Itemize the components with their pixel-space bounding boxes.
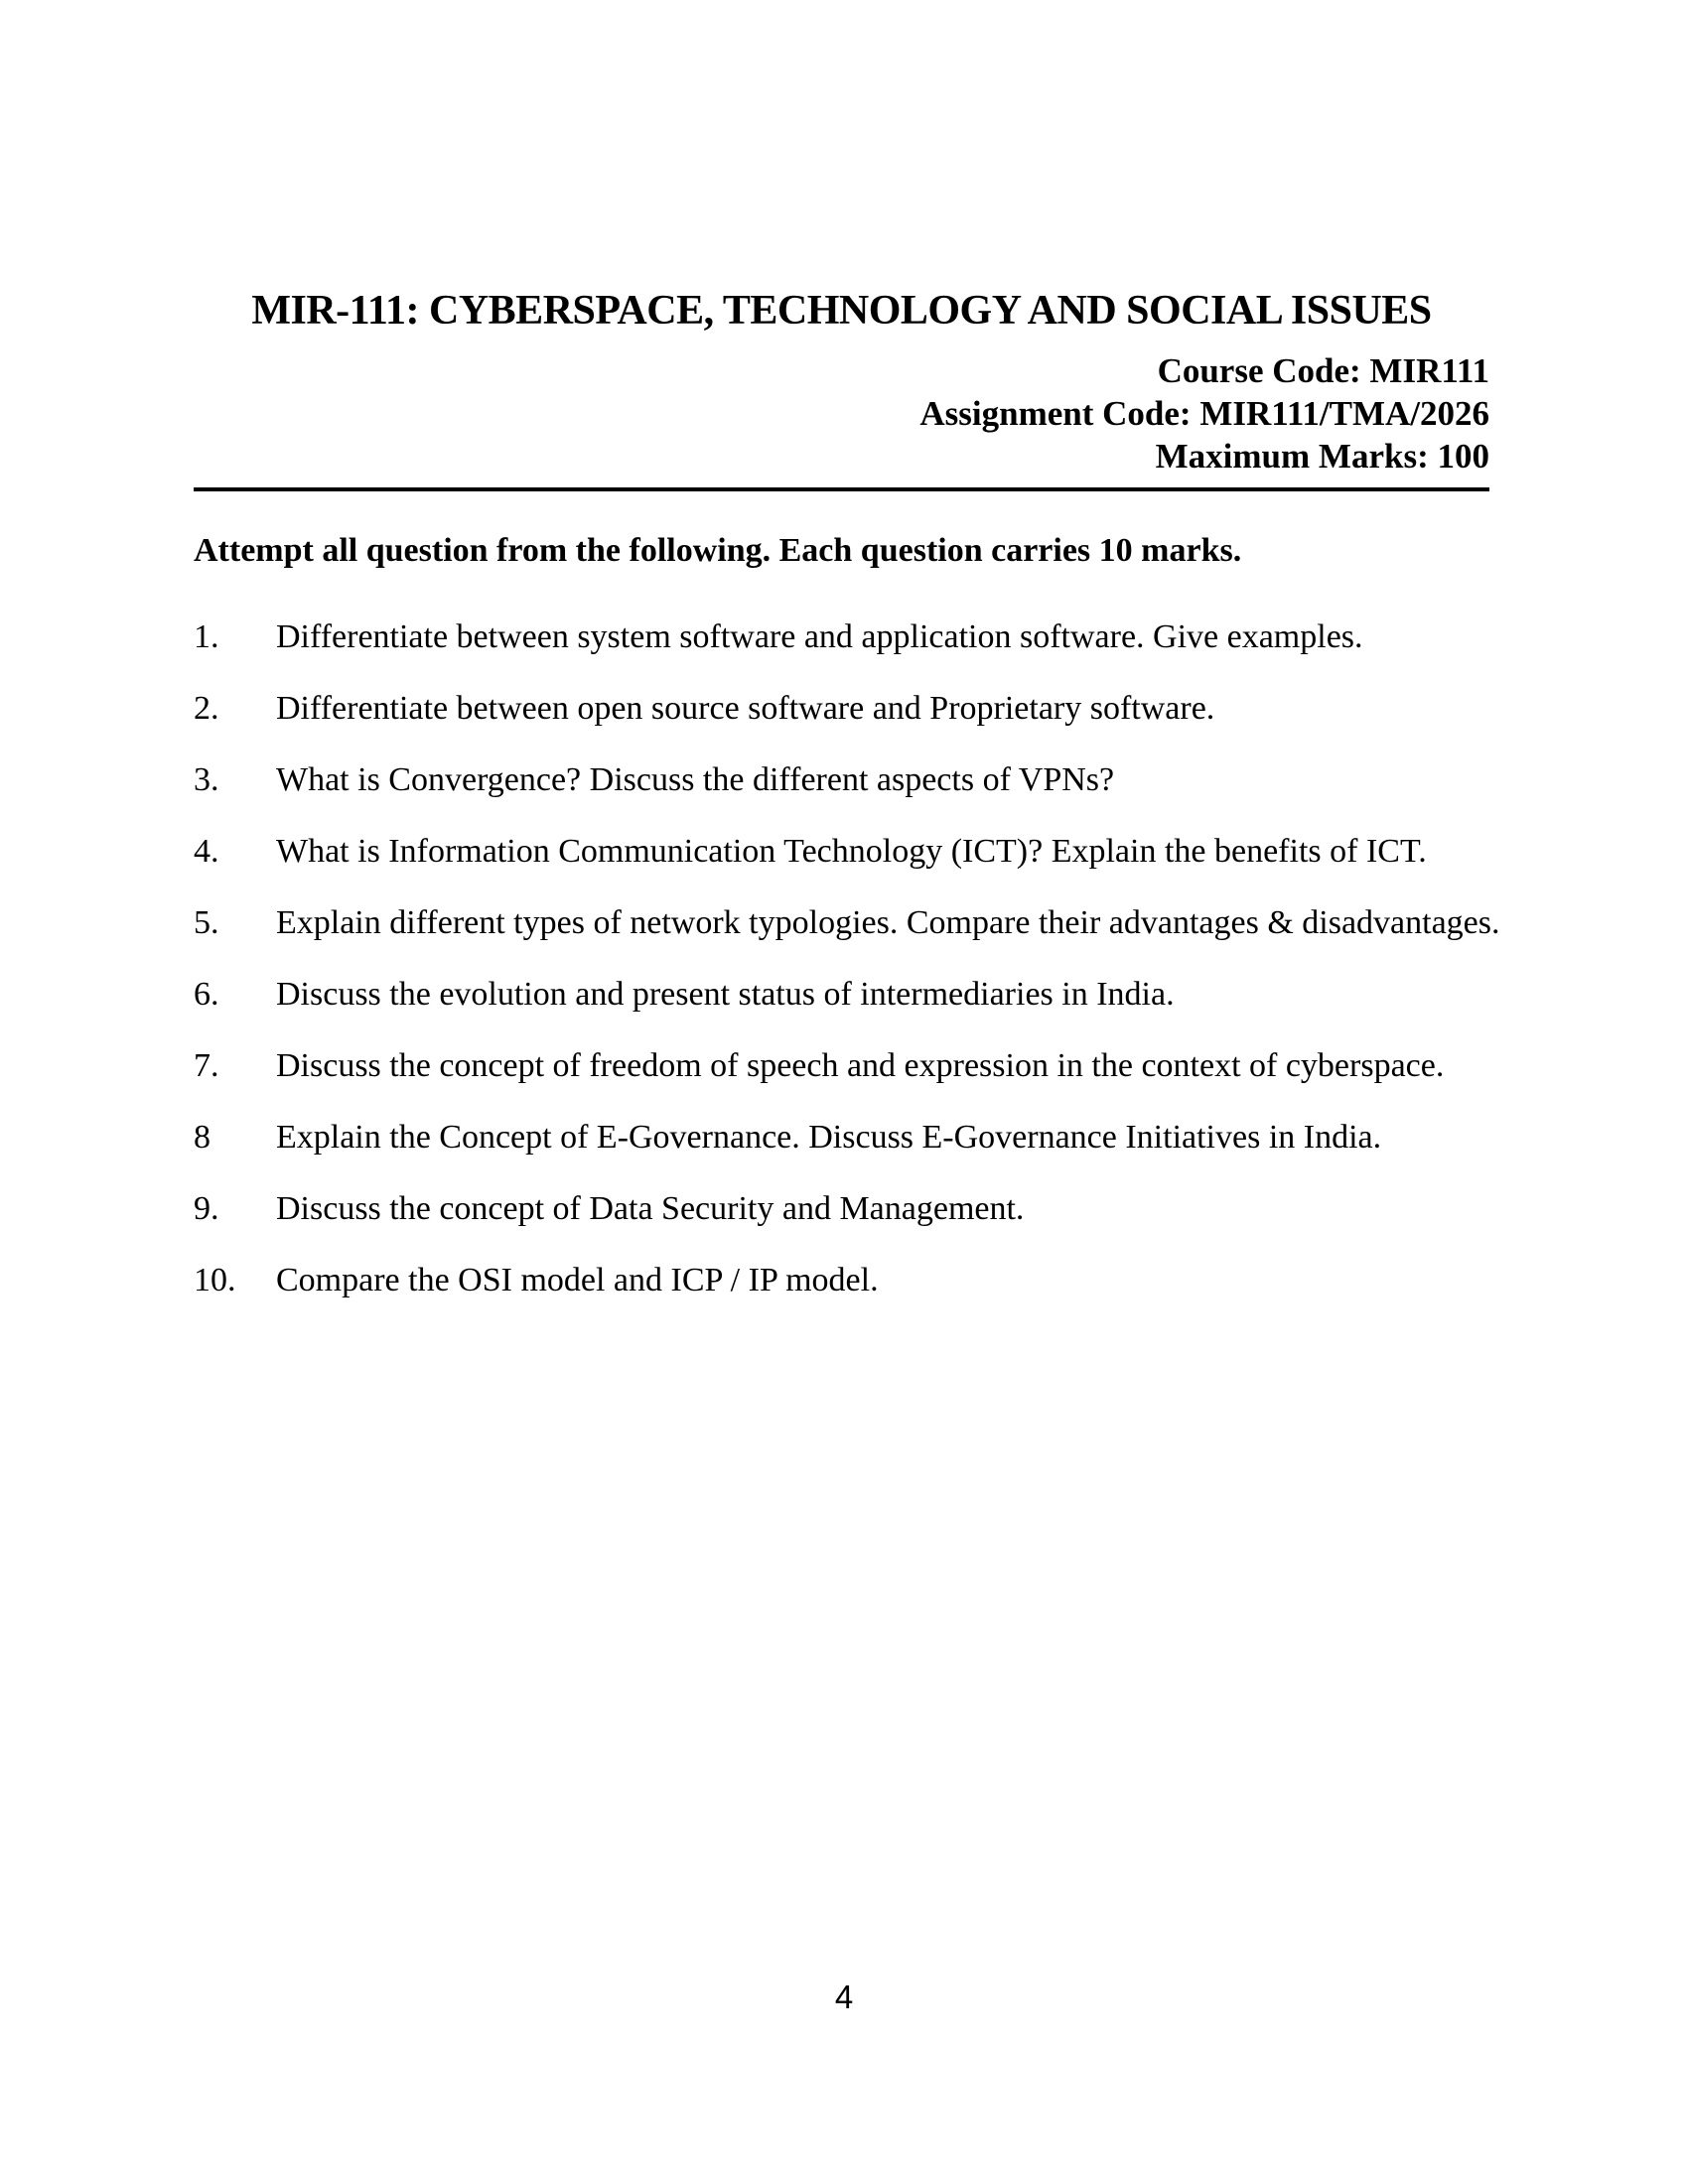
- question-item: [194, 1264, 1489, 1297]
- question-text: Explain the Concept of E-Governance. Discuss E-Governance Initiatives in India.: [276, 1119, 1382, 1156]
- question-number: 8: [194, 1119, 211, 1156]
- question-item: [194, 1049, 1489, 1083]
- question-item: [194, 978, 1489, 1012]
- question-list: [194, 618, 1500, 1298]
- question-number: 10.: [194, 1262, 236, 1298]
- question-text: What is Convergence? Discuss the different aspects of VPNs?: [276, 761, 1115, 798]
- question-text: Differentiate between open source software and Proprietary software.: [276, 690, 1215, 727]
- question-text: Discuss the concept of Data Security and Management.: [276, 1190, 1025, 1227]
- question-number: 7.: [194, 1047, 219, 1084]
- question-text: Explain different types of network typologies. Compare their advantages & disadvantages.: [276, 904, 1500, 941]
- page-title: MIR-111: CYBERSPACE, TECHNOLOGY AND SOCIAL ISSUES: [251, 288, 1432, 334]
- question-number: 3.: [194, 761, 219, 798]
- course-code: Course Code: MIR111: [1157, 351, 1489, 390]
- question-number: 9.: [194, 1190, 219, 1227]
- question-number: 1.: [194, 618, 219, 655]
- question-text: Discuss the evolution and present status of intermediaries in India.: [276, 976, 1175, 1013]
- question-item: [194, 1192, 1489, 1226]
- question-item: [194, 763, 1489, 797]
- header-divider: [194, 487, 1489, 491]
- question-text: Discuss the concept of freedom of speech and expression in the context of cyberspace.: [276, 1047, 1445, 1084]
- assignment-meta: [194, 349, 1489, 478]
- question-number: 4.: [194, 833, 219, 870]
- question-item: [194, 835, 1489, 869]
- question-number: 6.: [194, 976, 219, 1013]
- question-text: Differentiate between system software and application software. Give examples.: [276, 618, 1363, 655]
- page-number: 4: [834, 1979, 854, 2015]
- question-number: 2.: [194, 690, 219, 727]
- question-item: [194, 692, 1489, 726]
- instruction-text: Attempt all question from the following. Each question carries 10 marks.: [194, 532, 1242, 569]
- question-item: [194, 904, 1500, 941]
- maximum-marks: Maximum Marks: 100: [1155, 437, 1489, 476]
- question-item: [194, 1121, 1489, 1155]
- question-text: What is Information Communication Technology (ICT)? Explain the benefits of ICT.: [276, 833, 1427, 870]
- question-text: Compare the OSI model and ICP / IP model.: [276, 1262, 879, 1298]
- assignment-code: Assignment Code: MIR111/TMA/2026: [919, 394, 1489, 433]
- question-item: [194, 620, 1489, 654]
- question-number: 5.: [194, 904, 219, 941]
